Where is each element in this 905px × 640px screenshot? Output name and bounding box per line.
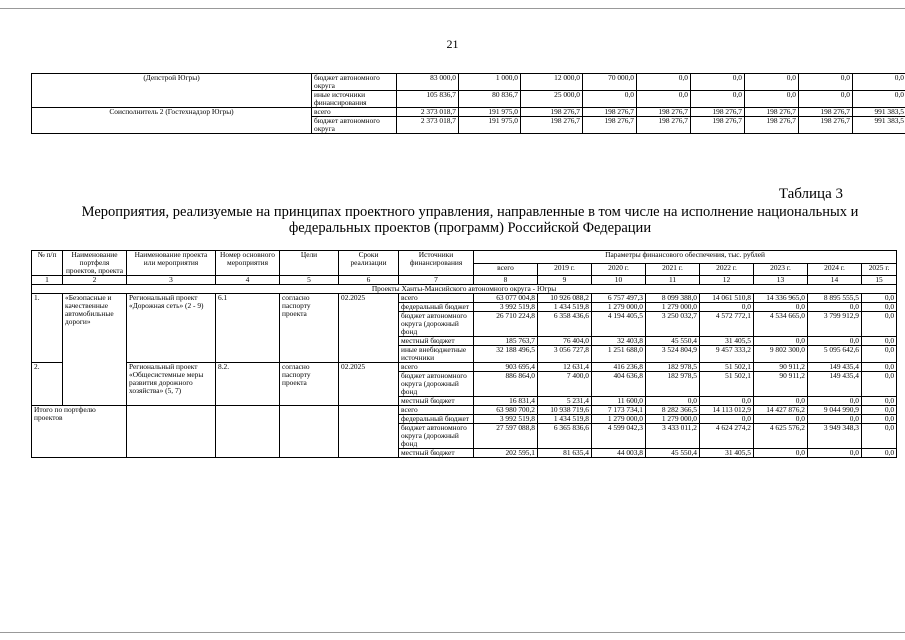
value-cell: 182 978,5 <box>646 363 700 372</box>
value-cell: 0,0 <box>700 303 754 312</box>
value-cell: 51 502,1 <box>700 363 754 372</box>
project-number: 1. <box>32 294 63 363</box>
value-cell: 0,0 <box>691 74 745 91</box>
value-cell: 63 077 004,8 <box>474 294 538 303</box>
column-number-cell: 14 <box>808 276 862 285</box>
source-cell: всего <box>399 294 474 303</box>
empty-cell <box>339 406 399 458</box>
value-cell: 14 113 012,9 <box>700 406 754 415</box>
page-number: 21 <box>446 37 459 51</box>
source-cell: бюджет автономного округа (дорожный фонд <box>399 312 474 337</box>
value-cell: 0,0 <box>808 449 862 458</box>
source-cell: бюджет автономного округа (дорожный фонд <box>399 424 474 449</box>
value-cell: 0,0 <box>862 424 897 449</box>
value-cell: 0,0 <box>808 397 862 406</box>
value-cell: 202 595,1 <box>474 449 538 458</box>
column-number-cell: 4 <box>216 276 280 285</box>
value-cell: 0,0 <box>745 74 799 91</box>
value-cell: 0,0 <box>862 337 897 346</box>
value-cell: 1 434 519,8 <box>538 303 592 312</box>
value-cell: 182 978,5 <box>646 372 700 397</box>
value-cell: 8 895 555,5 <box>808 294 862 303</box>
column-number-cell: 13 <box>754 276 808 285</box>
project-deadline: 02.2025 <box>339 363 399 406</box>
value-cell: 191 975,0 <box>459 117 521 134</box>
value-cell: 27 597 088,8 <box>474 424 538 449</box>
value-cell: 44 003,8 <box>592 449 646 458</box>
value-cell: 903 695,4 <box>474 363 538 372</box>
value-cell: 1 279 000,0 <box>592 415 646 424</box>
value-cell: 32 188 496,5 <box>474 346 538 363</box>
value-cell: 0,0 <box>754 337 808 346</box>
column-number-cell: 1 <box>32 276 63 285</box>
value-cell: 31 405,5 <box>700 449 754 458</box>
value-cell: 0,0 <box>862 449 897 458</box>
value-cell: 12 000,0 <box>521 74 583 91</box>
value-cell: 4 624 274,2 <box>700 424 754 449</box>
value-cell: 2 373 018,7 <box>397 117 459 134</box>
value-cell: 1 279 000,0 <box>646 415 700 424</box>
projects-table <box>31 250 897 458</box>
source-cell: местный бюджет <box>399 337 474 346</box>
portfolio-total-label: Итого по портфелю проектов <box>32 406 127 458</box>
value-cell: 5 231,4 <box>538 397 592 406</box>
value-cell: 6 757 497,3 <box>592 294 646 303</box>
value-cell: 198 276,7 <box>691 108 745 117</box>
value-cell: 14 336 965,0 <box>754 294 808 303</box>
value-cell: 5 095 642,6 <box>808 346 862 363</box>
value-cell: 1 000,0 <box>459 74 521 91</box>
source-cell: местный бюджет <box>399 449 474 458</box>
value-cell: 198 276,7 <box>637 108 691 117</box>
value-cell: 90 911,2 <box>754 363 808 372</box>
source-cell: иные источники финансирования <box>312 91 397 108</box>
value-cell: 3 056 727,8 <box>538 346 592 363</box>
value-cell: 7 400,0 <box>538 372 592 397</box>
value-cell: 45 550,4 <box>646 337 700 346</box>
value-cell: 14 061 510,8 <box>700 294 754 303</box>
value-cell: 6 358 436,6 <box>538 312 592 337</box>
value-cell: 191 975,0 <box>459 108 521 117</box>
header-year-cell: 2019 г. <box>538 263 592 276</box>
value-cell: 3 524 804,9 <box>646 346 700 363</box>
header-year-cell: 2021 г. <box>646 263 700 276</box>
value-cell: 198 276,7 <box>799 117 853 134</box>
column-number-cell: 11 <box>646 276 700 285</box>
value-cell: 90 911,2 <box>754 372 808 397</box>
value-cell: 1 251 688,0 <box>592 346 646 363</box>
source-cell: местный бюджет <box>399 397 474 406</box>
value-cell: 26 710 224,8 <box>474 312 538 337</box>
value-cell: 9 802 300,0 <box>754 346 808 363</box>
value-cell: 0,0 <box>754 397 808 406</box>
project-name: Региональный проект «Дорожная сеть» (2 - 9) <box>127 294 216 363</box>
source-cell: федеральный бюджет <box>399 303 474 312</box>
value-cell: 1 279 000,0 <box>592 303 646 312</box>
value-cell: 8 099 388,0 <box>646 294 700 303</box>
value-cell: 198 276,7 <box>745 108 799 117</box>
value-cell: 0,0 <box>637 91 691 108</box>
value-cell: 16 831,4 <box>474 397 538 406</box>
value-cell: 83 000,0 <box>397 74 459 91</box>
value-cell: 12 631,4 <box>538 363 592 372</box>
value-cell: 3 949 348,3 <box>808 424 862 449</box>
header-sources: Источники финансирования <box>399 251 474 276</box>
value-cell: 3 799 912,9 <box>808 312 862 337</box>
value-cell: 0,0 <box>637 74 691 91</box>
value-cell: 25 000,0 <box>521 91 583 108</box>
portfolio-name: «Безопасные и качественные автомобильные дороги» <box>63 294 127 406</box>
value-cell: 0,0 <box>862 406 897 415</box>
source-cell: всего <box>399 363 474 372</box>
source-cell: федеральный бюджет <box>399 415 474 424</box>
project-goals: согласно паспорту проекта <box>280 363 339 406</box>
value-cell: 149 435,4 <box>808 372 862 397</box>
value-cell: 0,0 <box>808 337 862 346</box>
value-cell: 0,0 <box>646 397 700 406</box>
value-cell: 0,0 <box>700 397 754 406</box>
value-cell: 4 599 042,3 <box>592 424 646 449</box>
project-number: 2. <box>32 363 63 406</box>
column-number-cell: 10 <box>592 276 646 285</box>
value-cell: 0,0 <box>799 74 853 91</box>
value-cell: 0,0 <box>808 303 862 312</box>
value-cell: 4 194 405,5 <box>592 312 646 337</box>
table-row <box>32 74 905 91</box>
header-year-cell: 2023 г. <box>754 263 808 276</box>
value-cell: 0,0 <box>754 415 808 424</box>
header-portfolio: Наименование портфеля проектов, проекта <box>63 251 127 276</box>
value-cell: 198 276,7 <box>583 117 637 134</box>
value-cell: 0,0 <box>583 91 637 108</box>
event-number: 8.2. <box>216 363 280 406</box>
executor-cell: Соисполнитель 2 (Гостехнадзор Югры) <box>32 108 312 134</box>
value-cell: 31 405,5 <box>700 337 754 346</box>
value-cell: 1 279 000,0 <box>646 303 700 312</box>
executor-cell: (Депстрой Югры) <box>32 74 312 108</box>
value-cell: 198 276,7 <box>637 117 691 134</box>
value-cell: 105 836,7 <box>397 91 459 108</box>
value-cell: 416 236,8 <box>592 363 646 372</box>
value-cell: 404 636,8 <box>592 372 646 397</box>
value-cell: 76 404,0 <box>538 337 592 346</box>
value-cell: 10 926 088,2 <box>538 294 592 303</box>
value-cell: 11 600,0 <box>592 397 646 406</box>
value-cell: 0,0 <box>808 415 862 424</box>
header-year-cell: всего <box>474 263 538 276</box>
value-cell: 991 383,5 <box>853 117 905 134</box>
value-cell: 0,0 <box>853 91 905 108</box>
top-funding-table <box>31 73 905 134</box>
value-cell: 9 044 990,9 <box>808 406 862 415</box>
value-cell: 80 836,7 <box>459 91 521 108</box>
header-event-number: Номер основного мероприятия <box>216 251 280 276</box>
value-cell: 70 000,0 <box>583 74 637 91</box>
table-label: Таблица 3 <box>778 186 843 202</box>
column-number-cell: 3 <box>127 276 216 285</box>
source-cell: бюджет автономного округа <box>312 74 397 91</box>
value-cell: 0,0 <box>862 415 897 424</box>
header-goals: Цели <box>280 251 339 276</box>
header-year-cell: 2025 г. <box>862 263 897 276</box>
section-title: Проекты Ханты-Мансийского автономного округа - Югры <box>32 285 897 294</box>
value-cell: 991 383,5 <box>853 108 905 117</box>
value-cell: 0,0 <box>853 74 905 91</box>
value-cell: 3 433 011,2 <box>646 424 700 449</box>
value-cell: 0,0 <box>862 372 897 397</box>
header-year-cell: 2022 г. <box>700 263 754 276</box>
project-name: Региональный проект «Общесистемные меры развития дорожного хозяйства» (5, 7) <box>127 363 216 406</box>
event-number: 6.1 <box>216 294 280 363</box>
source-cell: всего <box>399 406 474 415</box>
value-cell: 0,0 <box>862 363 897 372</box>
column-number-cell: 12 <box>700 276 754 285</box>
column-number-cell: 7 <box>399 276 474 285</box>
value-cell: 149 435,4 <box>808 363 862 372</box>
value-cell: 198 276,7 <box>583 108 637 117</box>
value-cell: 0,0 <box>754 303 808 312</box>
value-cell: 32 403,8 <box>592 337 646 346</box>
value-cell: 198 276,7 <box>691 117 745 134</box>
value-cell: 81 635,4 <box>538 449 592 458</box>
value-cell: 45 550,4 <box>646 449 700 458</box>
column-number-cell: 2 <box>63 276 127 285</box>
value-cell: 0,0 <box>799 91 853 108</box>
header-deadline: Сроки реализации <box>339 251 399 276</box>
value-cell: 4 572 772,1 <box>700 312 754 337</box>
value-cell: 3 250 032,7 <box>646 312 700 337</box>
value-cell: 0,0 <box>862 312 897 337</box>
value-cell: 4 625 576,2 <box>754 424 808 449</box>
value-cell: 886 864,0 <box>474 372 538 397</box>
value-cell: 63 980 700,2 <box>474 406 538 415</box>
value-cell: 0,0 <box>862 303 897 312</box>
value-cell: 2 373 018,7 <box>397 108 459 117</box>
value-cell: 4 534 665,0 <box>754 312 808 337</box>
value-cell: 6 365 836,6 <box>538 424 592 449</box>
value-cell: 0,0 <box>862 397 897 406</box>
column-number-cell: 9 <box>538 276 592 285</box>
source-cell: всего <box>312 108 397 117</box>
header-project: Наименование проекта или мероприятия <box>127 251 216 276</box>
empty-cell <box>216 406 280 458</box>
value-cell: 10 938 719,6 <box>538 406 592 415</box>
value-cell: 0,0 <box>700 415 754 424</box>
value-cell: 0,0 <box>691 91 745 108</box>
value-cell: 8 282 366,5 <box>646 406 700 415</box>
empty-cell <box>127 406 216 458</box>
source-cell: бюджет автономного округа <box>312 117 397 134</box>
value-cell: 9 457 333,2 <box>700 346 754 363</box>
table-title: Мероприятия, реализуемые на принципах проектного управления, направленные в том числе на исполнение национальных и федеральных проектов (программ) Российской Федерации <box>81 204 859 236</box>
header-year-cell: 2020 г. <box>592 263 646 276</box>
value-cell: 0,0 <box>745 91 799 108</box>
project-deadline: 02.2025 <box>339 294 399 363</box>
empty-cell <box>280 406 339 458</box>
value-cell: 198 276,7 <box>521 117 583 134</box>
value-cell: 198 276,7 <box>521 108 583 117</box>
header-year-cell: 2024 г. <box>808 263 862 276</box>
value-cell: 0,0 <box>754 449 808 458</box>
value-cell: 0,0 <box>862 294 897 303</box>
source-cell: иные внебюджетные источники <box>399 346 474 363</box>
column-number-cell: 5 <box>280 276 339 285</box>
column-number-cell: 15 <box>862 276 897 285</box>
column-number-cell: 8 <box>474 276 538 285</box>
value-cell: 3 992 519,8 <box>474 303 538 312</box>
header-num: № п/п <box>32 251 63 276</box>
value-cell: 1 434 519,8 <box>538 415 592 424</box>
header-params: Параметры финансового обеспечения, тыс. рублей <box>474 251 897 264</box>
value-cell: 7 173 734,1 <box>592 406 646 415</box>
value-cell: 0,0 <box>862 346 897 363</box>
value-cell: 3 992 519,8 <box>474 415 538 424</box>
column-number-cell: 6 <box>339 276 399 285</box>
value-cell: 185 763,7 <box>474 337 538 346</box>
value-cell: 198 276,7 <box>799 108 853 117</box>
value-cell: 198 276,7 <box>745 117 799 134</box>
source-cell: бюджет автономного округа (дорожный фонд <box>399 372 474 397</box>
value-cell: 51 502,1 <box>700 372 754 397</box>
project-goals: согласно паспорту проекта <box>280 294 339 363</box>
value-cell: 14 427 876,2 <box>754 406 808 415</box>
